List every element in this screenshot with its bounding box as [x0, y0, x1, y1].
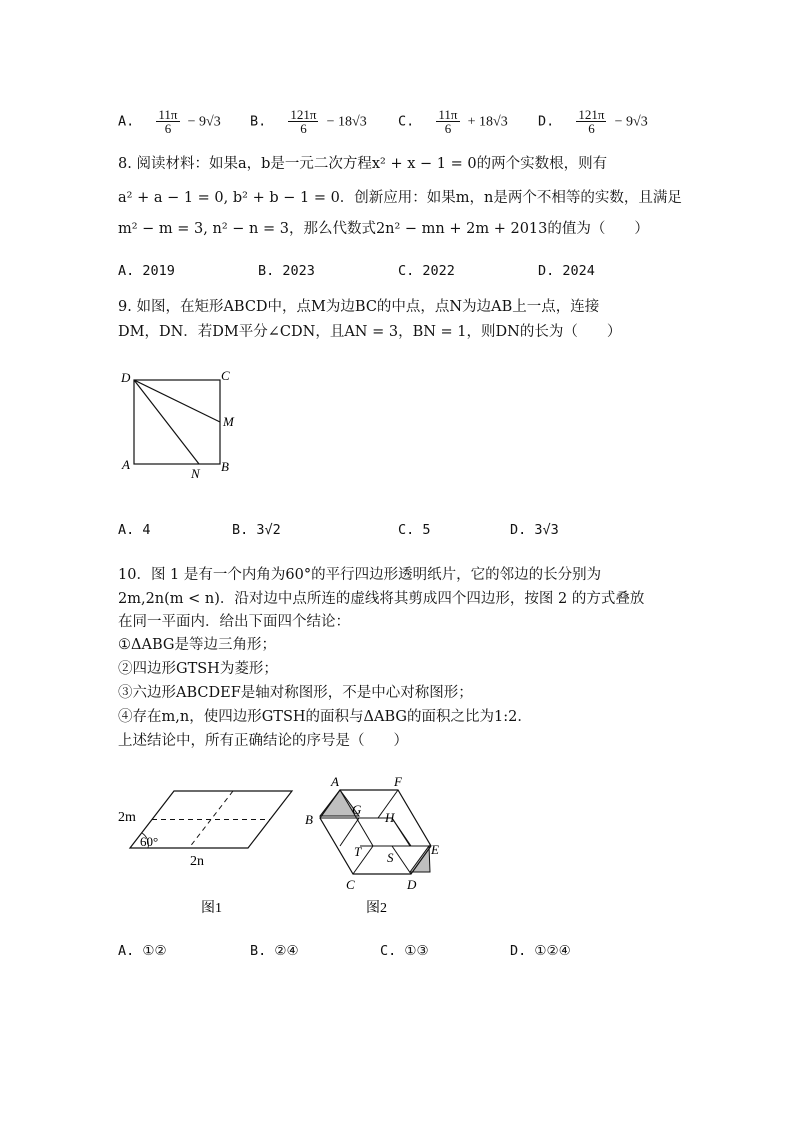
label-h: H — [385, 810, 395, 825]
q10-line-3: 在同一平面内．给出下面四个结论： — [118, 614, 350, 630]
label-b: B — [305, 812, 313, 827]
q10-conclusion-4: ④存在m,n，使四边形GTSH的面积与ΔABG的面积之比为1:2． — [118, 709, 532, 725]
q9-rectangle-figure — [115, 365, 245, 485]
label-b: B — [221, 459, 229, 474]
label-60-degrees: 60° — [140, 834, 159, 849]
label-m: M — [223, 414, 234, 429]
label-t: T — [354, 844, 362, 859]
label-a: A — [331, 774, 339, 789]
label-c: C — [221, 368, 230, 383]
label-f: F — [394, 774, 402, 789]
figure-2-caption: 图2 — [366, 901, 387, 916]
segment-dm — [134, 380, 220, 422]
q10-line-1: 10．图 1 是有一个内角为60°的平行四边形透明纸片，它的邻边的长分别为 — [118, 567, 602, 583]
q7-option-b[interactable]: B. $\frac{121\pi}{6}$ − 18√3 — [250, 107, 367, 136]
q10-conclusion-1: ①ΔABG是等边三角形； — [118, 637, 276, 653]
q10-conclusion-3: ③六边形ABCDEF是轴对称图形，不是中心对称图形； — [118, 685, 473, 701]
label-2n: 2n — [190, 854, 204, 869]
rectangle-abcd — [134, 380, 220, 464]
q8-option-d[interactable]: D. 2024 — [538, 263, 595, 279]
label-e: E — [431, 842, 439, 857]
label-g: G — [352, 802, 362, 817]
shaded-triangle-sde — [410, 846, 430, 872]
q8-option-b[interactable]: B. 2023 — [258, 263, 315, 279]
q7-option-d[interactable]: D. $\frac{121\pi}{6}$ − 9√3 — [538, 107, 648, 136]
q8-line-1: 8. 阅读材料：如果a，b是一元二次方程x² + x − 1 = 0的两个实数根，则有 — [118, 156, 608, 172]
q10-conclusion-2: ②四边形GTSH为菱形； — [118, 661, 278, 677]
q10-option-d[interactable]: D. ①②④ — [510, 943, 571, 959]
q10-option-a[interactable]: A. ①② — [118, 943, 167, 959]
q10-option-c[interactable]: C. ①③ — [380, 943, 429, 959]
q7-option-c[interactable]: C. $\frac{11\pi}{6}$ + 18√3 — [398, 107, 508, 136]
figure-1-caption: 图1 — [201, 901, 222, 916]
q9-option-c[interactable]: C. 5 — [398, 522, 431, 538]
q9-option-a[interactable]: A. 4 — [118, 522, 151, 538]
q10-question: 上述结论中，所有正确结论的序号是（ ） — [118, 733, 408, 749]
q9-line-2: DM，DN．若DM平分∠CDN，且AN = 3，BN = 1，则DN的长为（ ） — [118, 324, 622, 340]
q10-line-2: 2m,2n(m < n)．沿对边中点所连的虚线将其剪成四个四边形，按图 2 的方式叠放 — [118, 591, 645, 607]
label-d: D — [121, 370, 131, 385]
label-2m: 2m — [118, 810, 136, 825]
q10-figure-2 — [300, 770, 450, 925]
q10-figure-1 — [112, 775, 302, 925]
label-c: C — [346, 877, 355, 892]
q8-option-a[interactable]: A. 2019 — [118, 263, 175, 279]
q8-line-2: a² + a − 1 = 0, b² + b − 1 = 0．创新应用：如果m，n是两个不相等的实数，且满足 — [118, 190, 682, 206]
label-a: A — [122, 457, 130, 472]
label-s: S — [387, 850, 394, 865]
q8-option-c[interactable]: C. 2022 — [398, 263, 455, 279]
q10-option-b[interactable]: B. ②④ — [250, 943, 299, 959]
q9-option-b[interactable]: B. 3√2 — [232, 522, 281, 538]
label-d: D — [407, 877, 417, 892]
q9-line-1: 9. 如图，在矩形ABCD中，点M为边BC的中点，点N为边AB上一点，连接 — [118, 299, 600, 315]
q7-option-a[interactable]: A. $\frac{11\pi}{6}$ − 9√3 — [118, 107, 221, 136]
q8-line-3: m² − m = 3, n² − n = 3，那么代数式2n² − mn + 2m + 2013的值为（ ） — [118, 221, 649, 237]
label-n: N — [191, 466, 200, 481]
q9-option-d[interactable]: D. 3√3 — [510, 522, 559, 538]
segment-dn — [134, 380, 199, 464]
